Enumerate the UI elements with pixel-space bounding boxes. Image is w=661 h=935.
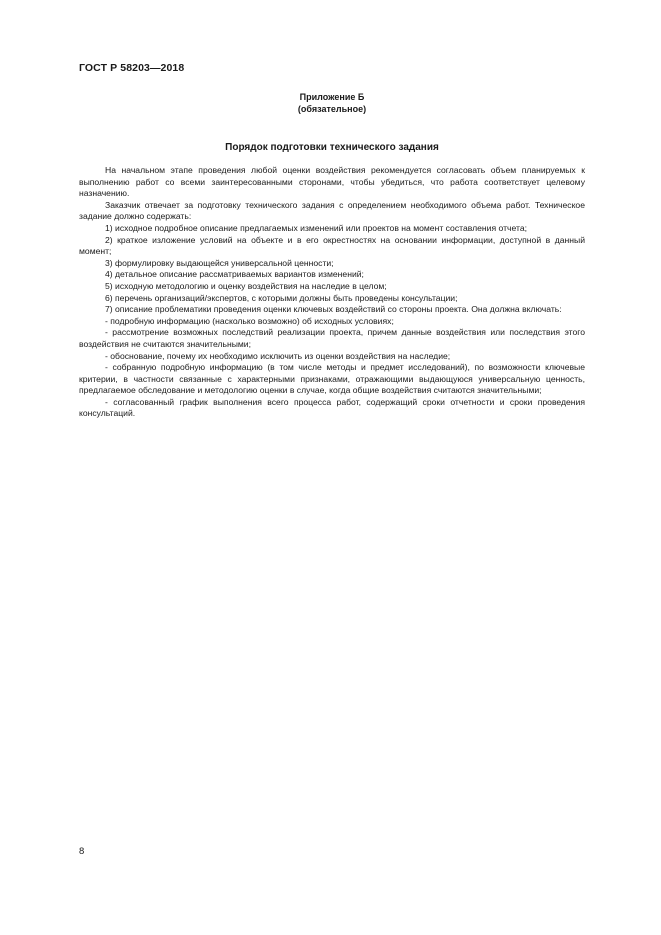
list-item: 5) исходную методологию и оценку воздействия на наследие в целом;	[105, 280, 387, 291]
document-code: ГОСТ Р 58203—2018	[79, 62, 185, 74]
paragraph-customer: Заказчик отвечает за подготовку технического задания с определением необходимого объема работ. Техническое задание должно содержать:	[79, 199, 585, 222]
paragraph-intro: На начальном этапе проведения любой оценки воздействия рекомендуется согласовать объем планируемых к выполнению работ со всеми заинтересованными сторонами, чтобы убедиться, что работа соответствует целевому назначению.	[79, 165, 585, 199]
list-item: 7) описание проблематики проведения оценки ключевых воздействий со стороны проекта. Она должна включать:	[105, 304, 562, 315]
page-number: 8	[79, 846, 85, 857]
list-item: 2) краткое изложение условий на объекте и в его окрестностях на основании информации, доступной в данный момент;	[79, 234, 585, 257]
list-item: 3) формулировку выдающейся универсальной ценности;	[105, 257, 334, 268]
annex-title: Приложение Б	[299, 92, 365, 102]
sub-list-item: - собранную подробную информацию (в том числе методы и предмет исследований), по возможности ключевые критерии, в частности связанные с характерными признаками, отражающими выдающуюся универсальную ценность, предлагаемое обследование и методологию оценки в случае, когда общие воздействия считаются значительными;	[79, 362, 585, 396]
list-item: 4) детальное описание рассматриваемых вариантов изменений;	[105, 269, 364, 280]
sub-list-item: - обоснование, почему их необходимо исключить из оценки воздействия на наследие;	[105, 350, 451, 361]
list-item: 1) исходное подробное описание предлагаемых изменений или проектов на момент составления отчета;	[105, 222, 527, 233]
sub-list-item: - согласованный график выполнения всего процесса работ, содержащий сроки отчетности и сроки проведения консультаций.	[79, 396, 585, 419]
body-text	[79, 165, 585, 420]
annex-status: (обязательное)	[297, 104, 367, 114]
sub-list-item: - подробную информацию (насколько возможно) об исходных условиях;	[105, 315, 394, 326]
annex-heading	[79, 91, 585, 115]
section-title: Порядок подготовки технического задания	[225, 142, 439, 153]
list-item: 6) перечень организаций/экспертов, с которыми должны быть проведены консультации;	[105, 292, 458, 303]
sub-list-item: - рассмотрение возможных последствий реализации проекта, причем данные воздействия или последствия этого воздействия не считаются значительными;	[79, 327, 585, 349]
